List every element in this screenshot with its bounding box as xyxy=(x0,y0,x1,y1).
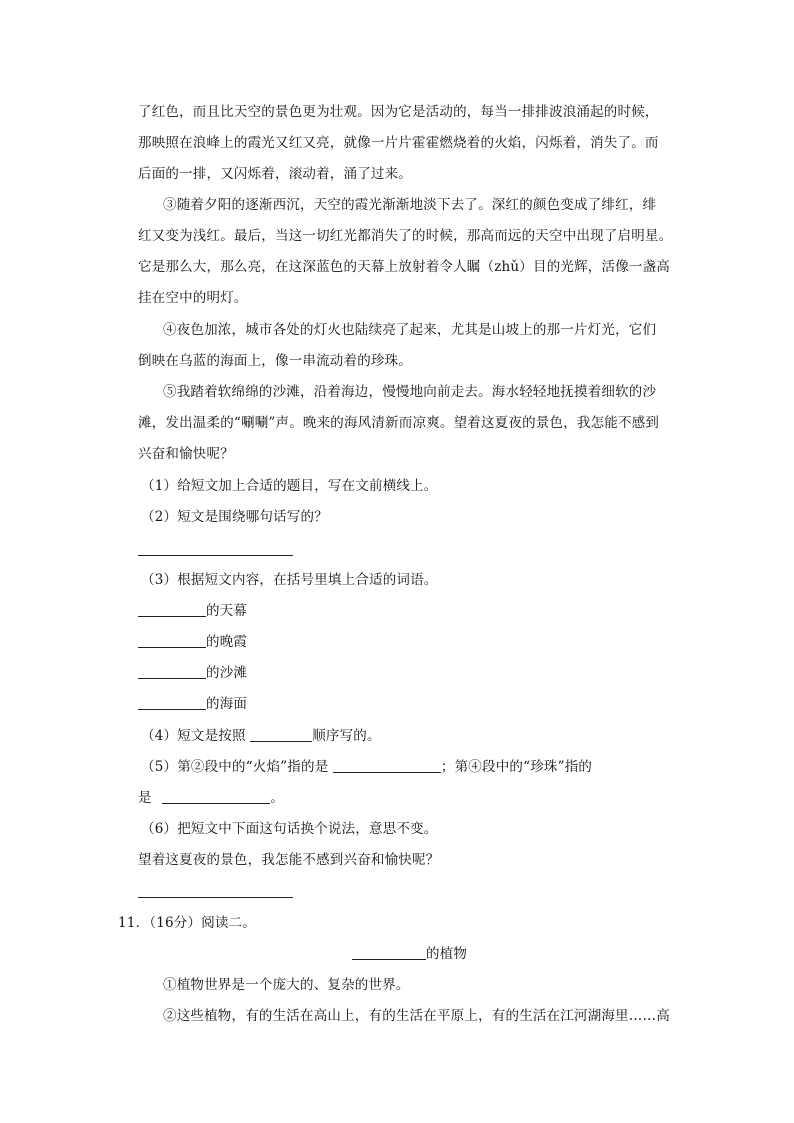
q4-blank[interactable] xyxy=(250,728,312,742)
passage-line-4: ③随着夕阳的逐渐西沉，天空的霞光渐渐地淡下去了。深红的颜色变成了绯红，绯 xyxy=(163,197,657,213)
q5-part-a: （5）第②段中的“火焰”指的是 xyxy=(141,759,329,775)
q3-item-4-text: 的海面 xyxy=(206,696,248,712)
question-6: （6）把短文中下面这句话换个说法，意思不变。 xyxy=(141,821,438,837)
q3-item-3 xyxy=(138,663,247,683)
section-11-para-1: ①植物世界是一个庞大的、复杂的世界。 xyxy=(163,977,410,993)
question-1: （1）给短文加上合适的题目，写在文前横线上。 xyxy=(141,478,438,494)
q5-blank-2[interactable] xyxy=(162,790,270,804)
passage-line-3: 后面的一排，又闪烁着，滚动着，涌了过来。 xyxy=(138,166,412,182)
question-4 xyxy=(141,726,381,746)
q3-item-2-text: 的晚霞 xyxy=(206,634,248,650)
q5-part-b: ；第④段中的“珍珠”指的 xyxy=(440,759,593,775)
q3-item-3-text: 的沙滩 xyxy=(206,665,248,681)
q3-blank-1[interactable] xyxy=(138,603,206,617)
passage-line-2: 那映照在浪峰上的霞光又红又亮，就像一片片霍霍燃烧着的火焰，闪烁着，消失了。而 xyxy=(138,135,659,151)
answer-line-q6[interactable] xyxy=(138,897,293,898)
question-5-cont xyxy=(138,788,284,808)
q3-item-1 xyxy=(138,601,247,621)
title-blank[interactable] xyxy=(352,946,426,960)
passage-line-7: 挂在空中的明灯。 xyxy=(138,290,248,306)
section-11-header: 11．（16分）阅读二。 xyxy=(118,915,257,931)
q3-item-2 xyxy=(138,632,247,652)
section-11-para-2: ②这些植物，有的生活在高山上，有的生活在平原上，有的生活在江河湖海里……高 xyxy=(163,1008,670,1024)
q3-blank-4[interactable] xyxy=(138,696,206,710)
question-5 xyxy=(141,757,592,777)
question-2: （2）短文是围绕哪句话写的？ xyxy=(141,509,328,525)
q6-sentence: 望着这夏夜的景色，我怎能不感到兴奋和愉快呢？ xyxy=(138,852,440,868)
q5-blank-1[interactable] xyxy=(333,759,441,773)
q4-prefix: （4）短文是按照 xyxy=(141,728,246,744)
answer-line-q2[interactable] xyxy=(138,555,293,556)
section-11-title xyxy=(352,944,467,964)
passage-line-1: 了红色，而且比天空的景色更为壮观。因为它是活动的，每当一排排波浪涌起的时候， xyxy=(138,104,659,120)
question-3: （3）根据短文内容，在括号里填上合适的词语。 xyxy=(141,572,438,588)
passage-line-10: ⑤我踏着软绵绵的沙滩，沿着海边，慢慢地向前走去。海水轻轻地抚摸着细软的沙 xyxy=(163,384,657,400)
passage-line-12: 兴奋和愉快呢？ xyxy=(138,446,234,462)
q5-part-d: 。 xyxy=(270,790,284,806)
passage-line-5: 红又变为浅红。最后，当这一切红光都消失了的时候，那高而远的天空中出现了启明星。 xyxy=(138,228,673,244)
passage-line-9: 倒映在乌蓝的海面上，像一串流动着的珍珠。 xyxy=(138,353,412,369)
title-suffix: 的植物 xyxy=(426,946,468,962)
passage-line-8: ④夜色加浓，城市各处的灯火也陆续亮了起来，尤其是山坡上的那一片灯光，它们 xyxy=(163,322,657,338)
q3-item-4 xyxy=(138,694,247,714)
q3-item-1-text: 的天幕 xyxy=(206,603,248,619)
q3-blank-3[interactable] xyxy=(138,665,206,679)
q5-part-c: 是 xyxy=(138,790,152,806)
passage-line-11: 滩，发出温柔的“唰唰”声。晚来的海风清新而凉爽。望着这夏夜的景色，我怎能不感到 xyxy=(138,415,660,431)
passage-line-6: 它是那么大，那么亮，在这深蓝色的天幕上放射着令人瞩（zhǔ）目的光辉，活像一盏高 xyxy=(138,259,671,275)
q4-suffix: 顺序写的。 xyxy=(312,728,381,744)
q3-blank-2[interactable] xyxy=(138,634,206,648)
